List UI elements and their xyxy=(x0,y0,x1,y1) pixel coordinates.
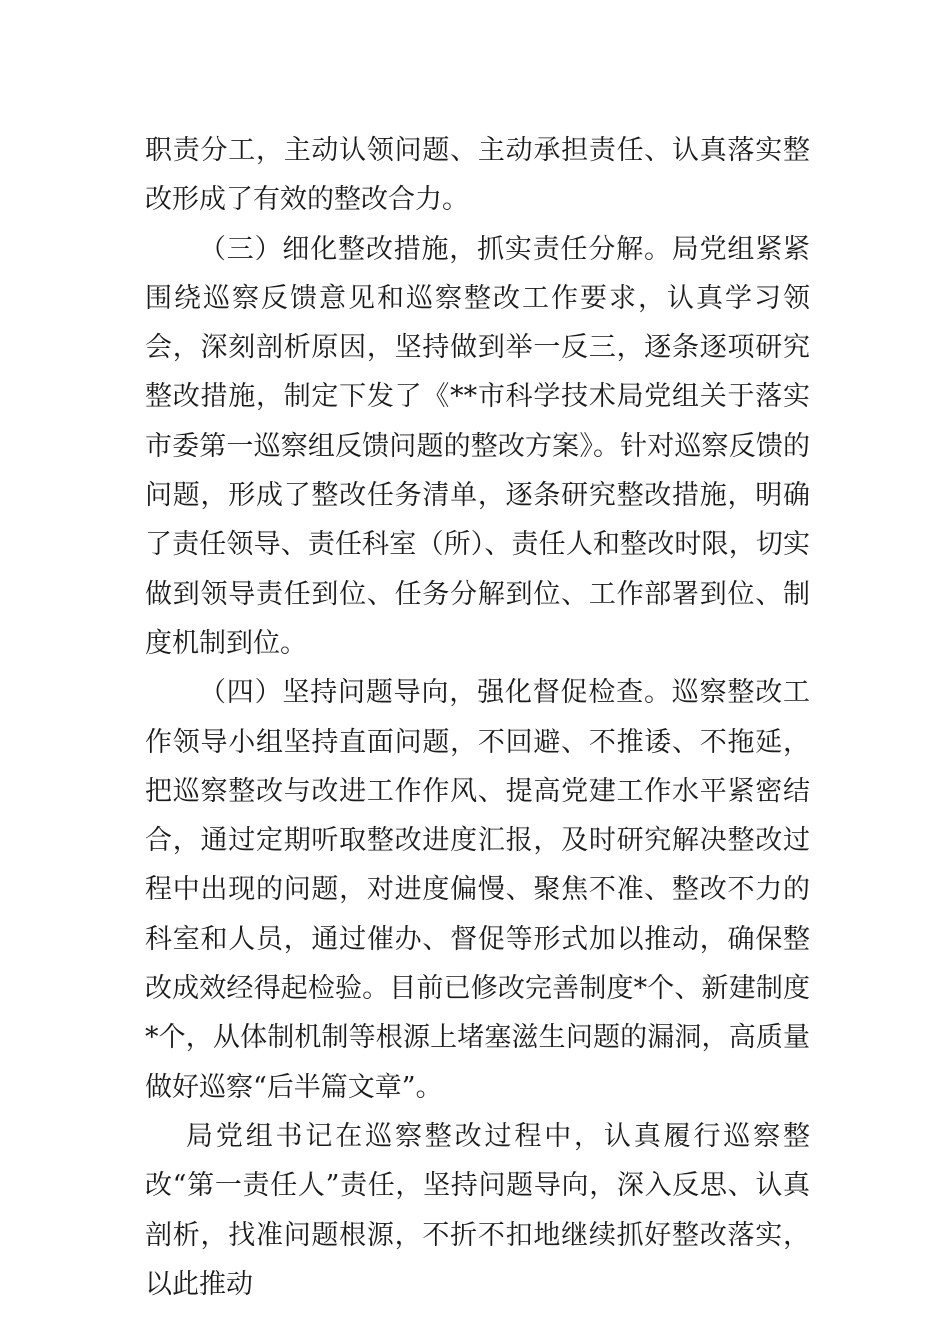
paragraph-party-secretary: 局党组书记在巡察整改过程中，认真履行巡察整改“第一责任人”责任，坚持问题导向，深入反思、认真剖析，找准问题根源，不折不扣地继续抓好整改落实，以此推动 xyxy=(145,1120,810,1300)
document-body xyxy=(145,126,810,1309)
paragraph-continuation: 职责分工，主动认领问题、主动承担责任、认真落实整改形成了有效的整改合力。 xyxy=(145,135,810,216)
paragraph-section-four: （四）坚持问题导向，强化督促检查。巡察整改工作领导小组坚持直面问题，不回避、不推诿、不拖延，把巡察整改与改进工作作风、提高党建工作水平紧密结合，通过定期听取整改进度汇报，及时研究解决整改过程中出现的问题，对进度偏慢、聚焦不准、整改不力的科室和人员，通过催办、督促等形式加以推动，确保整改成效经得起检验。目前已修改完善制度*个、新建制度*个，从体制机制等根源上堵塞滋生问题的漏洞，高质量做好巡察“后半篇文章”。 xyxy=(145,677,810,1103)
paragraph-section-three: （三）细化整改措施，抓实责任分解。局党组紧紧围绕巡察反馈意见和巡察整改工作要求，认真学习领会，深刻剖析原因，坚持做到举一反三，逐条逐项研究整改措施，制定下发了《**市科学技术局党组关于落实市委第一巡察组反馈问题的整改方案》。针对巡察反馈的问题，形成了整改任务清单，逐条研究整改措施，明确了责任领导、责任科室（所）、责任人和整改时限，切实做到领导责任到位、任务分解到位、工作部署到位、制度机制到位。 xyxy=(145,233,810,659)
